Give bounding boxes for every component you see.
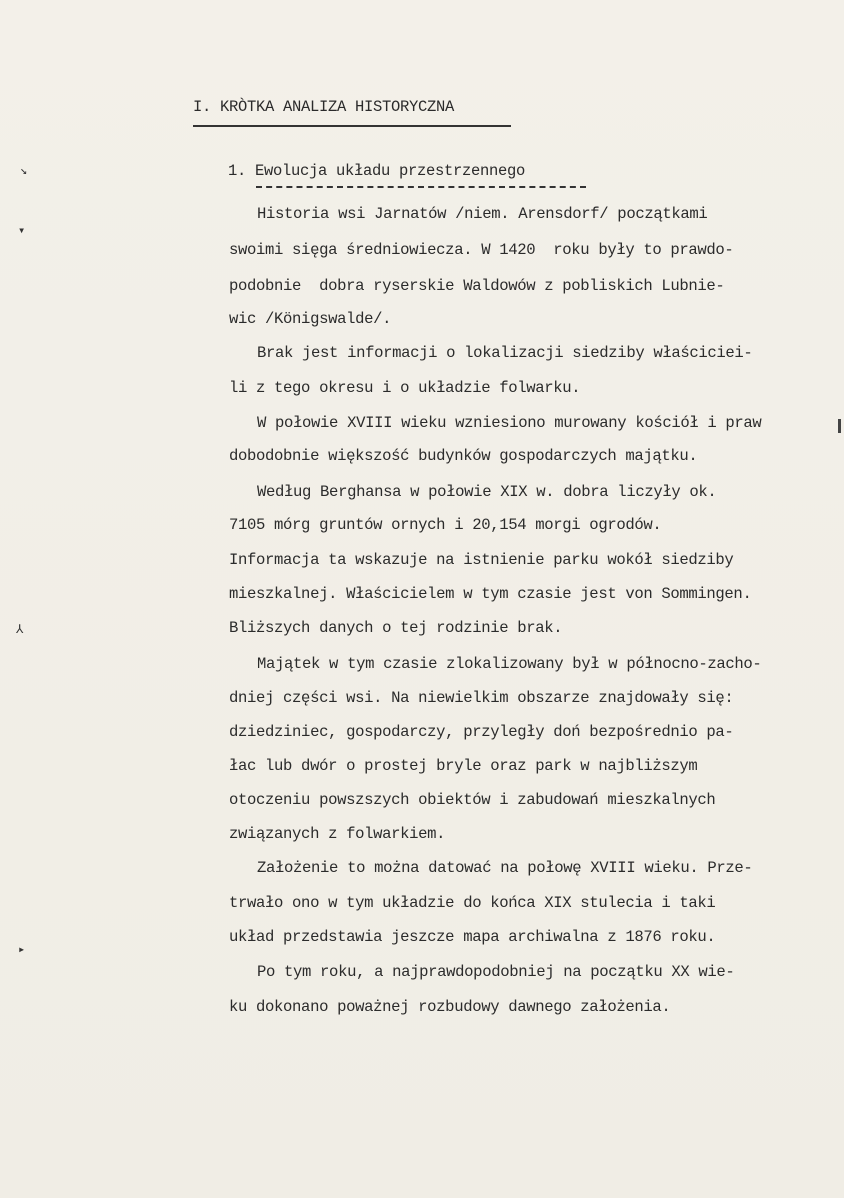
text-line: Założenie to można datować na połowę XVIII wieku. Prze- [257,859,753,877]
text-line: podobnie dobra ryserskie Waldowów z pobliskich Lubnie- [229,277,725,295]
margin-tick-mark: ▾ [18,224,26,238]
text-line: dziedziniec, gospodarczy, przyległy doń bezpośrednio pa- [229,723,734,741]
text-line: Majątek w tym czasie zlokalizowany był w północno-zacho- [257,655,762,673]
text-line: swoimi sięga średniowiecza. W 1420 roku były to prawdo- [229,241,734,259]
subsection-heading: 1. Ewolucja układu przestrzennego [228,162,526,180]
heading-underline [193,125,511,127]
margin-tick-mark: ↘ [20,164,28,178]
text-line: li z tego okresu i o układzie folwarku. [229,379,581,397]
text-line: otoczeniu powszszych obiektów i zabudowań mieszkalnych [229,791,716,809]
text-line: Według Berghansa w połowie XIX w. dobra liczyły ok. [257,483,717,501]
text-line: mieszkalnej. Właścicielem w tym czasie jest von Sommingen. [229,585,752,603]
margin-tick-mark: ⅄ [16,623,24,637]
text-line: Historia wsi Jarnatów /niem. Arensdorf/ początkami [257,205,708,223]
subheading-dashed-underline [256,186,586,188]
text-line: W połowie XVIII wieku wzniesiono murowany kościół i praw [257,414,762,432]
text-line: Brak jest informacji o lokalizacji siedziby właściciei- [257,344,753,362]
margin-tick-mark: ▸ [18,943,26,957]
text-line: ku dokonano poważnej rozbudowy dawnego założenia. [229,998,671,1016]
text-line: trwało ono w tym układzie do końca XIX stulecia i taki [229,894,716,912]
section-heading: I. KRÒTKA ANALIZA HISTORYCZNA [193,98,455,116]
text-line: Po tym roku, a najprawdopodobniej na początku XX wie- [257,963,735,981]
text-line: związanych z folwarkiem. [229,825,446,843]
text-line: łac lub dwór o prostej bryle oraz park w najbliższym [229,757,698,775]
text-line: dobodobnie większość budynków gospodarczych majątku. [229,447,698,465]
text-line: 7105 mórg gruntów ornych i 20,154 morgi ogrodów. [229,516,662,534]
text-line: Informacja ta wskazuje na istnienie parku wokół siedziby [229,551,734,569]
text-line: układ przedstawia jeszcze mapa archiwalna z 1876 roku. [229,928,716,946]
text-line: wic /Königswalde/. [229,310,392,328]
edge-overflow-mark [838,419,841,433]
text-line: Bliższych danych o tej rodzinie brak. [229,619,563,637]
text-line: dniej części wsi. Na niewielkim obszarze znajdowały się: [229,689,734,707]
